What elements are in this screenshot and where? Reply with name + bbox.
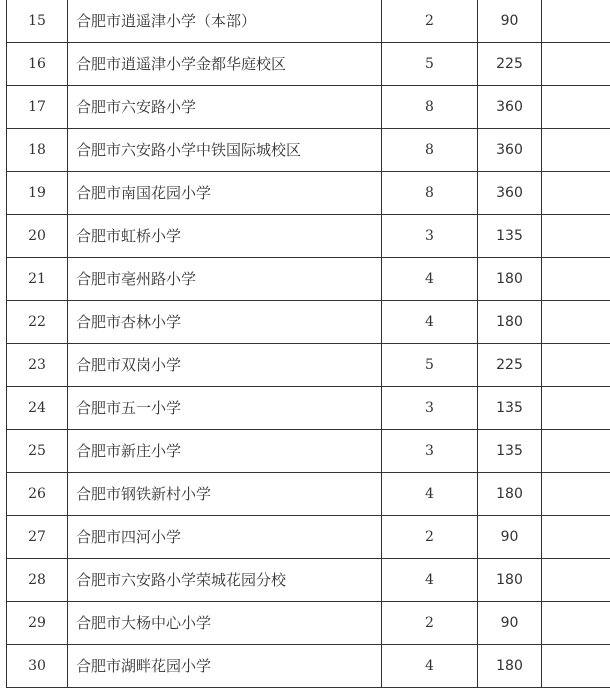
class-count-cell: 4 <box>382 301 478 344</box>
school-name-cell: 合肥市虹桥小学 <box>68 215 382 258</box>
row-number-cell: 23 <box>7 344 68 387</box>
student-count-cell: 180 <box>478 258 542 301</box>
row-number-cell: 26 <box>7 473 68 516</box>
row-number-cell: 15 <box>7 0 68 43</box>
row-number-cell: 28 <box>7 559 68 602</box>
extra-cell <box>542 172 610 215</box>
extra-cell <box>542 516 610 559</box>
class-count-cell: 2 <box>382 0 478 43</box>
row-number-cell: 21 <box>7 258 68 301</box>
table-row <box>7 301 610 344</box>
extra-cell <box>542 344 610 387</box>
student-count-cell: 180 <box>478 473 542 516</box>
school-name-cell: 合肥市钢铁新村小学 <box>68 473 382 516</box>
class-count-cell: 8 <box>382 86 478 129</box>
row-number-cell: 30 <box>7 645 68 688</box>
student-count-cell: 180 <box>478 645 542 688</box>
row-number-cell: 18 <box>7 129 68 172</box>
extra-cell <box>542 86 610 129</box>
extra-cell <box>542 559 610 602</box>
school-name-cell: 合肥市双岗小学 <box>68 344 382 387</box>
row-number-cell: 20 <box>7 215 68 258</box>
school-name-cell: 合肥市六安路小学中铁国际城校区 <box>68 129 382 172</box>
extra-cell <box>542 473 610 516</box>
school-name-cell: 合肥市逍遥津小学金都华庭校区 <box>68 43 382 86</box>
extra-cell <box>542 258 610 301</box>
table-body <box>7 0 610 688</box>
enrollment-table <box>6 0 610 688</box>
student-count-cell: 360 <box>478 86 542 129</box>
class-count-cell: 3 <box>382 430 478 473</box>
extra-cell <box>542 129 610 172</box>
extra-cell <box>542 387 610 430</box>
table-row <box>7 430 610 473</box>
class-count-cell: 8 <box>382 129 478 172</box>
student-count-cell: 360 <box>478 129 542 172</box>
student-count-cell: 225 <box>478 344 542 387</box>
school-name-cell: 合肥市六安路小学荣城花园分校 <box>68 559 382 602</box>
school-name-cell: 合肥市南国花园小学 <box>68 172 382 215</box>
student-count-cell: 135 <box>478 430 542 473</box>
class-count-cell: 4 <box>382 473 478 516</box>
class-count-cell: 2 <box>382 516 478 559</box>
school-name-cell: 合肥市杏林小学 <box>68 301 382 344</box>
student-count-cell: 180 <box>478 301 542 344</box>
school-name-cell: 合肥市大杨中心小学 <box>68 602 382 645</box>
row-number-cell: 16 <box>7 43 68 86</box>
extra-cell <box>542 645 610 688</box>
class-count-cell: 3 <box>382 215 478 258</box>
class-count-cell: 5 <box>382 344 478 387</box>
class-count-cell: 4 <box>382 645 478 688</box>
class-count-cell: 4 <box>382 559 478 602</box>
table-row <box>7 129 610 172</box>
table-row <box>7 258 610 301</box>
school-name-cell: 合肥市逍遥津小学（本部） <box>68 0 382 43</box>
class-count-cell: 8 <box>382 172 478 215</box>
student-count-cell: 90 <box>478 0 542 43</box>
extra-cell <box>542 430 610 473</box>
row-number-cell: 27 <box>7 516 68 559</box>
extra-cell <box>542 43 610 86</box>
school-name-cell: 合肥市亳州路小学 <box>68 258 382 301</box>
student-count-cell: 90 <box>478 516 542 559</box>
school-name-cell: 合肥市五一小学 <box>68 387 382 430</box>
extra-cell <box>542 215 610 258</box>
row-number-cell: 25 <box>7 430 68 473</box>
student-count-cell: 90 <box>478 602 542 645</box>
extra-cell <box>542 0 610 43</box>
extra-cell <box>542 602 610 645</box>
row-number-cell: 24 <box>7 387 68 430</box>
student-count-cell: 135 <box>478 387 542 430</box>
row-number-cell: 22 <box>7 301 68 344</box>
table-row <box>7 387 610 430</box>
school-name-cell: 合肥市四河小学 <box>68 516 382 559</box>
table-row <box>7 172 610 215</box>
row-number-cell: 19 <box>7 172 68 215</box>
row-number-cell: 17 <box>7 86 68 129</box>
school-name-cell: 合肥市新庄小学 <box>68 430 382 473</box>
table-row <box>7 215 610 258</box>
school-name-cell: 合肥市湖畔花园小学 <box>68 645 382 688</box>
table-row <box>7 0 610 43</box>
school-name-cell: 合肥市六安路小学 <box>68 86 382 129</box>
table-row <box>7 344 610 387</box>
student-count-cell: 360 <box>478 172 542 215</box>
table-row <box>7 516 610 559</box>
extra-cell <box>542 301 610 344</box>
class-count-cell: 2 <box>382 602 478 645</box>
table-row <box>7 559 610 602</box>
table-row <box>7 86 610 129</box>
row-number-cell: 29 <box>7 602 68 645</box>
student-count-cell: 180 <box>478 559 542 602</box>
student-count-cell: 225 <box>478 43 542 86</box>
table-row <box>7 473 610 516</box>
table-row <box>7 43 610 86</box>
class-count-cell: 4 <box>382 258 478 301</box>
table-row <box>7 602 610 645</box>
class-count-cell: 5 <box>382 43 478 86</box>
class-count-cell: 3 <box>382 387 478 430</box>
table-row <box>7 645 610 688</box>
student-count-cell: 135 <box>478 215 542 258</box>
